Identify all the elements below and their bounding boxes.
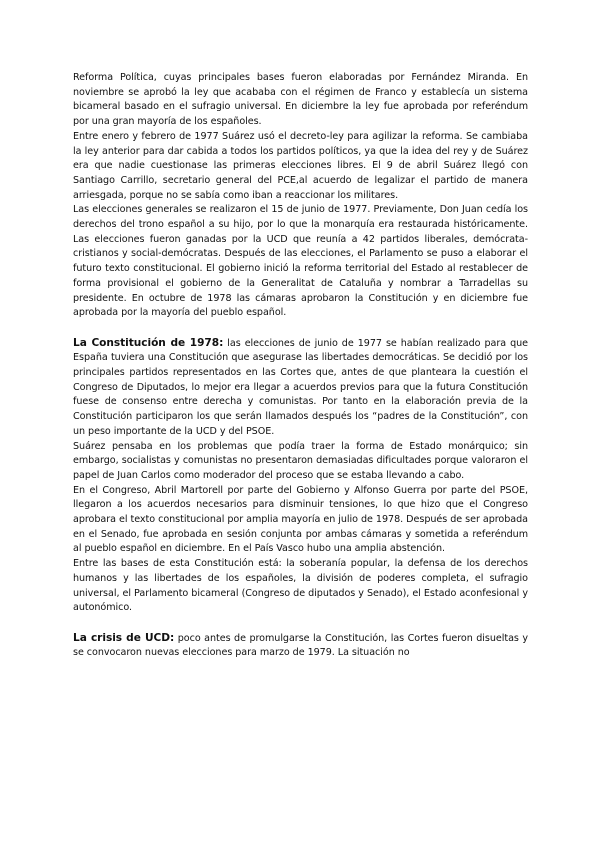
section-gap [73,321,528,336]
paragraph-suarez-monarquia: Suárez pensaba en los problemas que podía traer la forma de Estado monárquico; sin embargo, socialistas y comunistas no presentaron demasiadas dificultades porque valoraron el papel de Juan Carlos como moderador del proceso que se estaba llevando a cabo. [73,440,528,481]
paragraph-elecciones-1977: Las elecciones generales se realizaron el 15 de junio de 1977. Previamente, Don Juan cedía los derechos del trono español a su hijo, por lo que la monarquía era restaurada históricamente. Las elecciones fueron ganadas por la UCD que reunía a 42 partidos liberales, demócrata-cristianos y social-demócratas. Después de las elecciones, el Parlamento se puso a elaborar el futuro texto constitucional. El gobierno inició la reforma territorial del Estado al restablecer de forma provisional el gobierno de la Generalitat de Cataluña y nombrar a Tarradellas su presidente. En octubre de 1978 las cámaras aprobaron la Constitución y en diciembre fue aprobada por la mayoría del pueblo español. [73,204,528,319]
document-page [73,71,528,661]
constitucion-lead-text: las elecciones de junio de 1977 se habían realizado para que España tuviera una Constitución que asegurase las libertades democráticas. Se decidió por los principales partidos representados en las Cortes que, antes de que planteara la cuestión el Congreso de Diputados, lo mejor era llegar a acuerdos previos para que la futura Constitución fuese de consenso entre derecha y comunistas. Por tanto en la elaboración previa de la Constitución participaron los que serán llamados después los “padres de la Constitución”, con un peso importante de la UCD y del PSOE. [73,337,529,437]
paragraph-congreso-acuerdos: En el Congreso, Abril Martorell por parte del Gobierno y Alfonso Guerra por parte del PSOE, llegaron a los acuerdos necesarios para disminuir tensiones, lo que hizo que el Congreso aprobara el texto constitucional por amplia mayoría en julio de 1978. Después de ser aprobada en el Senado, fue aprobada en sesión conjunta por ambas cámaras y sometida a referéndum al pueblo español en diciembre. En el País Vasco hubo una amplia abstención. [73,484,528,555]
section-gap [73,616,528,631]
paragraph-constitucion-1978 [73,336,528,440]
paragraph-decreto-ley: Entre enero y febrero de 1977 Suárez usó el decreto-ley para agilizar la reforma. Se cambiaba la ley anterior para dar cabida a todos los partidos políticos, ya que la idea del rey y de Suárez era que nadie cuestionase las primeras elecciones libres. El 9 de abril Suárez llegó con Santiago Carrillo, secretario general del PCE,al acuerdo de legalizar el partido de manera arriesgada, porque no se sabía como iban a reaccionar los militares. [73,130,528,201]
paragraph-reforma-politica: Reforma Política, cuyas principales bases fueron elaboradas por Fernández Miranda. En noviembre se aprobó la ley que acababa con el régimen de Franco y establecía un sistema bicameral basado en el sufragio universal. En diciembre la ley fue aprobada por referéndum por una gran mayoría de los españoles. [73,72,528,128]
section-heading-crisis: La crisis de UCD: [73,631,175,644]
section-heading-constitucion: La Constitución de 1978: [73,336,224,349]
paragraph-bases-constitucion: Entre las bases de esta Constitución está: la soberanía popular, la defensa de los derechos humanos y las libertades de los españoles, la división de poderes completa, el sufragio universal, el Parlamento bicameral (Congreso de diputados y Senado), el Estado aconfesional y autonómico. [73,558,528,614]
paragraph-crisis-ucd [73,631,528,661]
crisis-lead-text: poco antes de promulgarse la Constitución, las Cortes fueron disueltas y se convocaron nuevas elecciones para marzo de 1979. La situación no [73,632,528,659]
